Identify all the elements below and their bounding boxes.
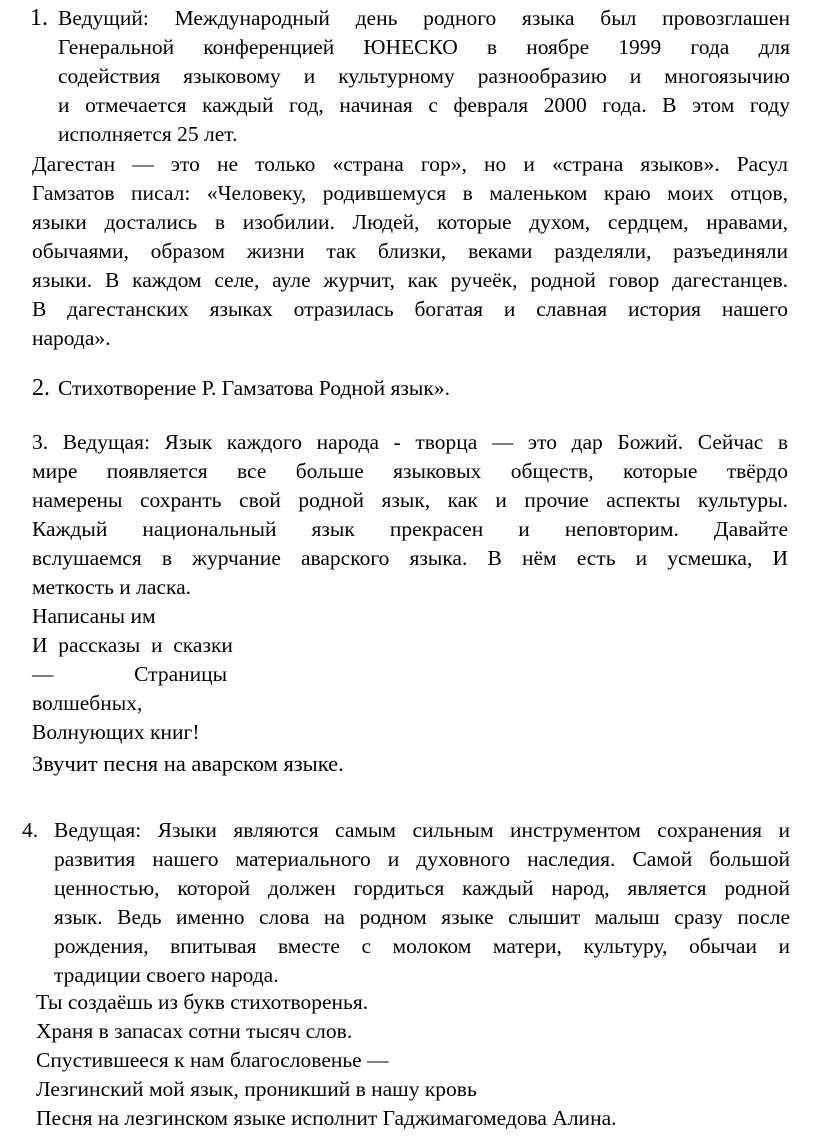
dagestan-line: Гамзатов писал: «Человеку, родившемуся в маленьком краю моих отцов, xyxy=(32,181,788,205)
section-4-poem-line: Песня на лезгинском языке исполнит Гаджимагомедова Алина. xyxy=(36,1106,617,1130)
section-4-poem-line: Спустившееся к нам благословенье — xyxy=(36,1048,389,1072)
dagestan-line: обычаями, образом жизни так близки, веками разделяли, разъединяли xyxy=(32,239,788,263)
section-4-poem-line: Храня в запасах сотни тысяч слов. xyxy=(36,1019,353,1043)
section-4-poem-line: Ты создаёшь из букв стихотворенья. xyxy=(36,990,369,1014)
section-3-poem-line: — Страницы xyxy=(32,662,228,686)
section-3-line: Каждый национальный язык прекрасен и неповторим. Давайте xyxy=(32,517,788,541)
section-3-poem-line: И рассказы и сказки xyxy=(32,633,233,657)
section-4-line: Ведущая: Языки являются самым сильным инструментом сохранения и xyxy=(54,818,790,842)
section-3-poem-line: Написаны им xyxy=(32,604,156,628)
section-4-poem xyxy=(36,988,796,1133)
dagestan-line: В дагестанских языках отразилась богатая и славная история нашего xyxy=(32,297,788,321)
section-1-line: содействия языковому и культурному разнообразию и многоязычию xyxy=(58,64,790,88)
section-3-line: намерены сохранть свой родной язык, как и прочие аспекты культуры. xyxy=(32,488,788,512)
dagestan-line: народа». xyxy=(32,326,111,350)
dagestan-line: языки достались в изобилии. Людей, которые духом, сердцем, нравами, xyxy=(32,210,788,234)
section-1-line: Генеральной конференцией ЮНЕСКО в ноябре 1999 года для xyxy=(58,35,790,59)
dagestan-line: языки. В каждом селе, ауле журчит, как ручеёк, родной говор дагестанцев. xyxy=(32,268,788,292)
section-3-line: мире появляется все больше языковых обществ, которые твёрдо xyxy=(32,459,788,483)
section-4-line: рождения, впитывая вместе с молоком матери, культуру, обычаи и xyxy=(54,934,790,958)
section-3-poem-line: Волнующих книг! xyxy=(32,720,200,744)
section-4-line: традиции своего народа. xyxy=(54,963,279,987)
section-3 xyxy=(32,428,788,778)
section-4-line: ценностью, которой должен гордиться каждый народ, является родной xyxy=(54,876,790,900)
section-3-song: Звучит песня на аварском языке. xyxy=(32,751,344,776)
section-1-line: исполняется 25 лет. xyxy=(58,122,238,146)
section-4-line: язык. Ведь именно слова на родном языке слышит малыш сразу после xyxy=(54,905,790,929)
section-3-line: меткость и ласка. xyxy=(32,575,192,599)
section-2-text: Стихотворение Р. Гамзатова Родной язык». xyxy=(58,376,450,400)
section-4-poem-line: Лезгинский мой язык, проникший в нашу кровь xyxy=(36,1077,477,1101)
section-1-line: и отмечается каждый год, начиная с февраля 2000 года. В этом году xyxy=(58,93,790,117)
section-3-line: 3. Ведущая: Язык каждого народа - творца — это дар Божий. Сейчас в xyxy=(32,430,788,454)
dagestan-line: Дагестан — это не только «страна гор», но и «страна языков». Расул xyxy=(32,152,788,176)
section-4-line: развития нашего материального и духовного наследия. Самой большой xyxy=(54,847,790,871)
section-2-number: 2. xyxy=(32,375,50,401)
section-1-line: Ведущий: Международный день родного языка был провозглашен xyxy=(58,6,790,30)
section-1-number: 1. xyxy=(30,5,48,31)
dagestan-paragraph xyxy=(32,150,788,353)
section-3-poem-line: волшебных, xyxy=(32,691,143,715)
section-4-number: 4. xyxy=(22,818,39,842)
section-3-line: вслушаемся в журчание аварского языка. В нём есть и усмешка, И xyxy=(32,546,788,570)
